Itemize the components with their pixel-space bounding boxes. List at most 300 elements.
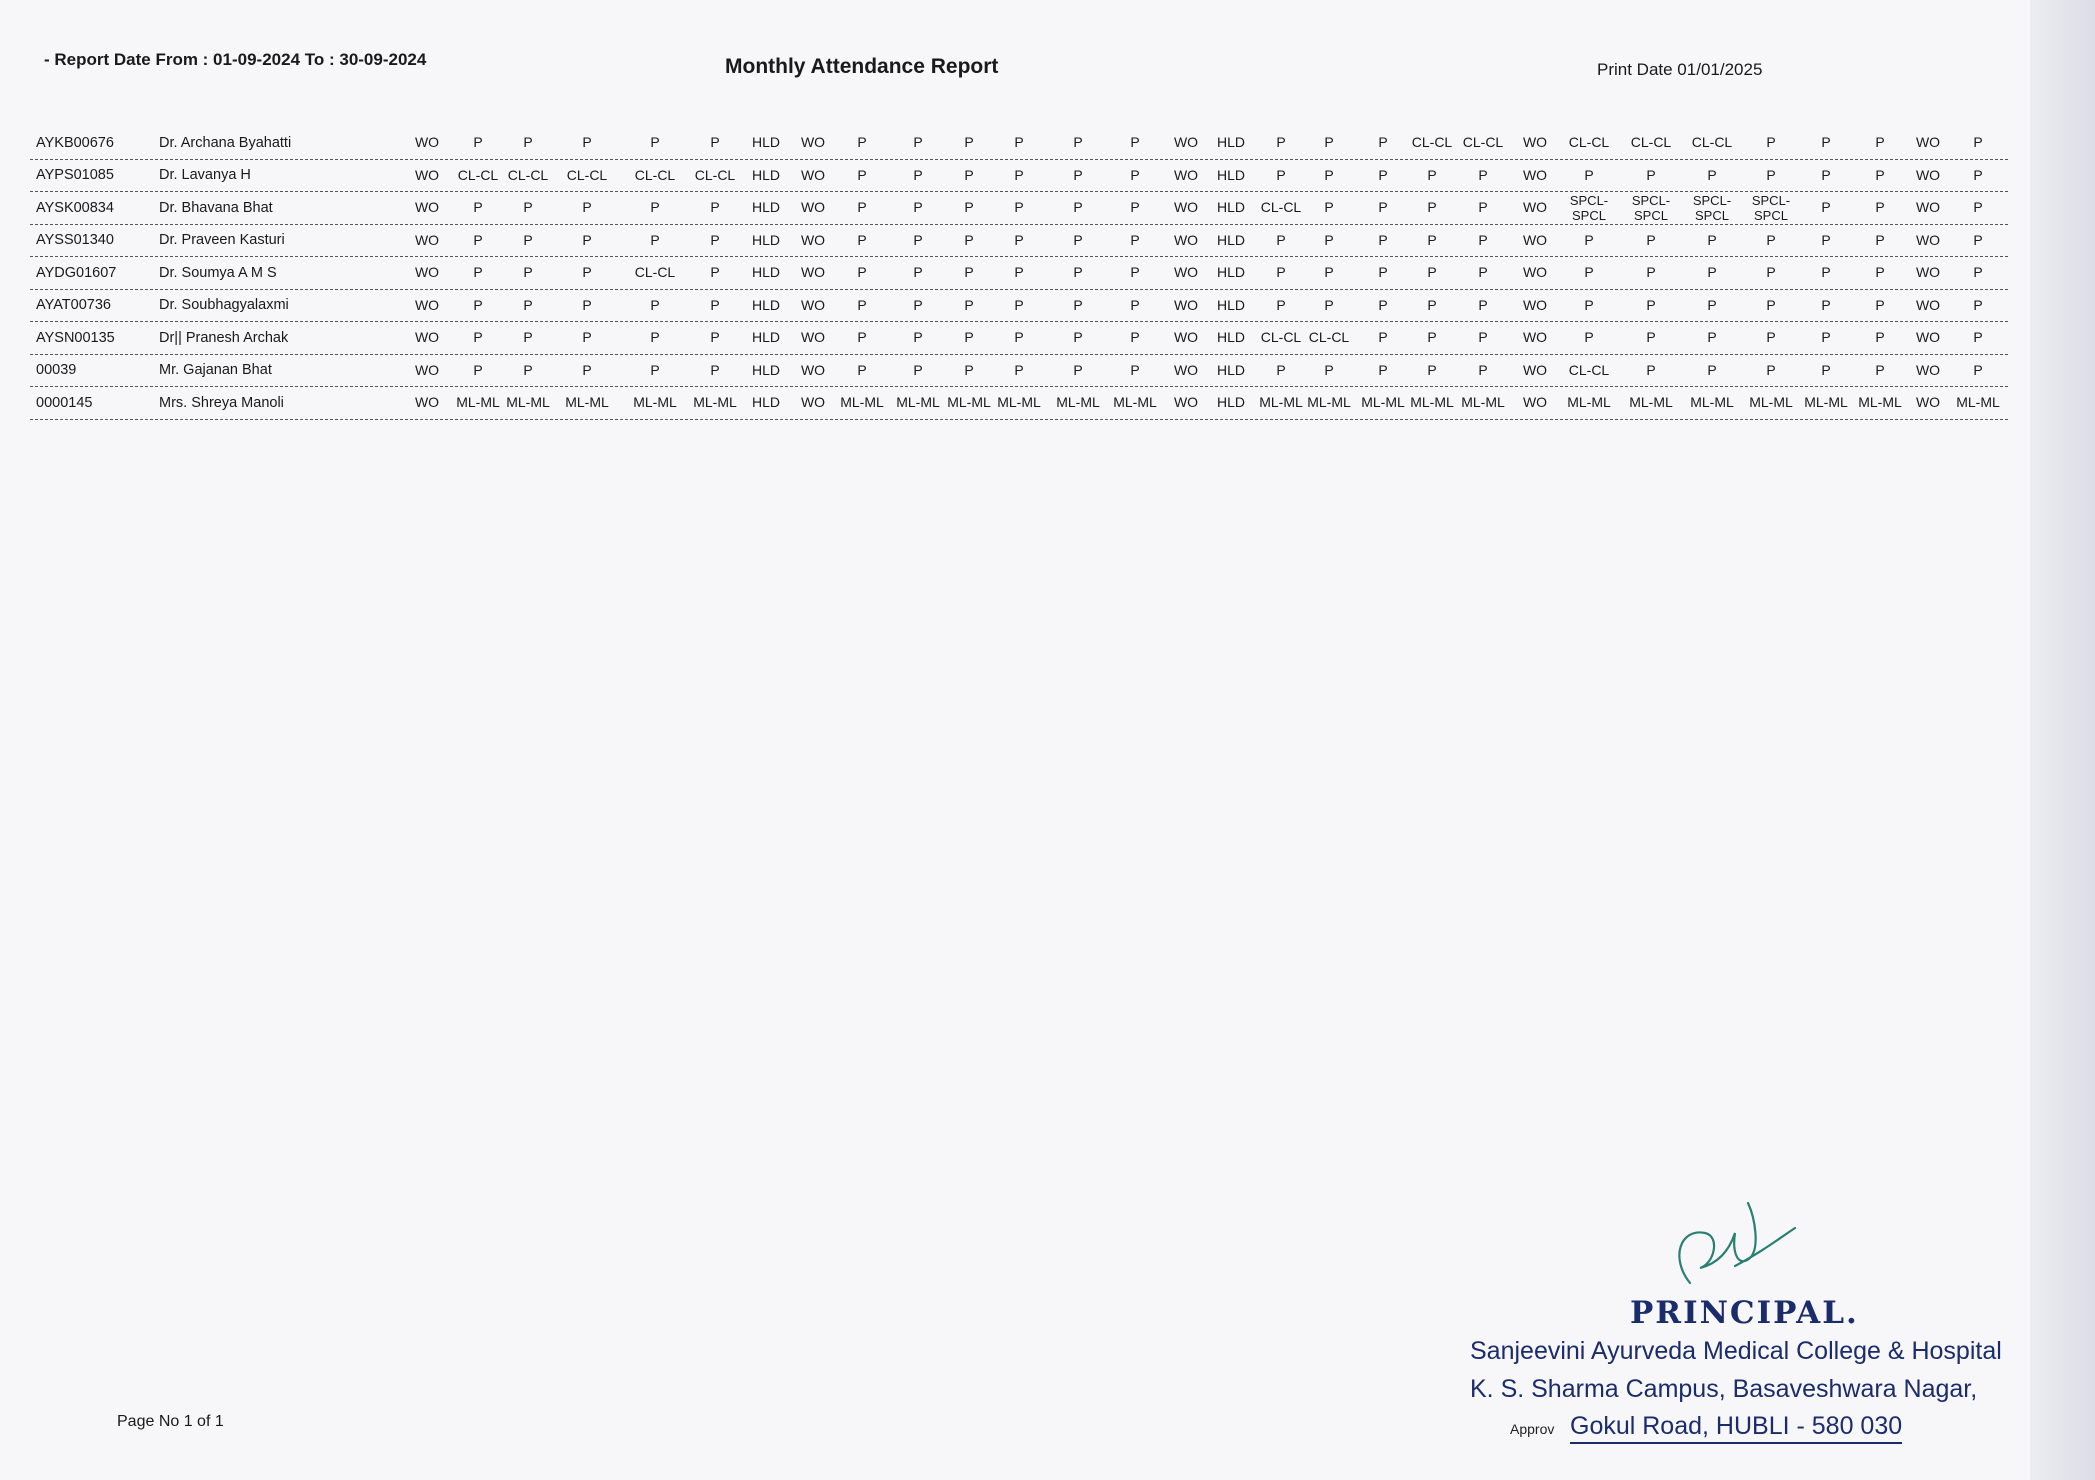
attendance-cell: WO	[1915, 296, 1941, 313]
attendance-cell: CL-CL	[1462, 134, 1504, 150]
attendance-cell: P	[650, 329, 660, 345]
attendance-cell: P	[857, 199, 867, 215]
attendance-cell: WO	[1522, 166, 1548, 183]
attendance-cell: P	[1324, 166, 1334, 183]
attendance-cell: P	[582, 329, 592, 345]
attendance-cell: ML-ML	[1749, 394, 1793, 410]
attendance-cell: P	[1821, 329, 1831, 345]
attendance-cell: P	[1276, 231, 1286, 248]
attendance-cell: P	[1478, 361, 1488, 378]
attendance-cell: WO	[1522, 296, 1548, 313]
attendance-cell: P	[1875, 166, 1885, 183]
attendance-cell: P	[1875, 296, 1885, 313]
attendance-cell: P	[1973, 231, 1983, 248]
attendance-cell: P	[1073, 264, 1083, 280]
attendance-cell: P	[1875, 361, 1885, 378]
attendance-cell: WO	[1173, 329, 1199, 345]
attendance-cell: ML-ML	[506, 394, 550, 410]
attendance-cell: P	[1821, 264, 1831, 280]
attendance-cell: P	[582, 231, 592, 248]
attendance-cell: WO	[1522, 199, 1548, 215]
attendance-cell: CL-CL	[1691, 134, 1733, 150]
report-date-range: - Report Date From : 01-09-2024 To : 30-09-2024	[44, 50, 427, 69]
attendance-cell: CL-CL	[1308, 329, 1350, 345]
attendance-cell: ML-ML	[565, 394, 609, 410]
attendance-cell: P	[964, 199, 974, 215]
attendance-cell: P	[1073, 166, 1083, 183]
attendance-cell: P	[523, 134, 533, 150]
attendance-cell: P	[1584, 296, 1594, 313]
attendance-cell: P	[1324, 296, 1334, 313]
attendance-cell: P	[1821, 134, 1831, 150]
attendance-cell: P	[1378, 199, 1388, 215]
attendance-cell: WO	[1173, 199, 1199, 215]
attendance-cell: P	[1014, 361, 1024, 378]
attendance-cell: HLD	[751, 199, 780, 215]
attendance-cell: P	[523, 199, 533, 215]
attendance-cell: P	[523, 329, 533, 345]
attendance-cell: WO	[1915, 199, 1941, 215]
attendance-cell: P	[1646, 231, 1656, 248]
attendance-cell: WO	[414, 166, 440, 183]
attendance-cell: P	[1584, 329, 1594, 345]
attendance-cell: P	[913, 264, 923, 280]
attendance-cell: ML-ML	[1690, 394, 1734, 410]
attendance-cell: P	[964, 361, 974, 378]
attendance-cell: P	[473, 231, 483, 248]
attendance-cell: ML-ML	[1410, 394, 1454, 410]
table-row	[30, 322, 2008, 355]
report-title: Monthly Attendance Report	[725, 55, 999, 78]
table-row	[30, 355, 2008, 388]
attendance-cell: P	[1130, 361, 1140, 378]
employee-name: Dr|| Pranesh Archak	[159, 329, 289, 346]
attendance-cell: WO	[414, 296, 440, 313]
attendance-cell: ML-ML	[1307, 394, 1351, 410]
attendance-cell: P	[1130, 199, 1140, 215]
attendance-cell: P	[1014, 296, 1024, 313]
attendance-cell: P	[1073, 134, 1083, 150]
attendance-cell: SPCL-SPCL	[1692, 192, 1732, 223]
attendance-cell: WO	[1522, 361, 1548, 378]
attendance-cell: HLD	[751, 134, 780, 150]
attendance-cell: CL-CL	[694, 166, 736, 183]
attendance-cell: ML-ML	[1361, 394, 1405, 410]
attendance-cell: P	[1324, 199, 1334, 215]
attendance-cell: P	[523, 231, 533, 248]
attendance-cell: ML-ML	[1956, 394, 2000, 410]
attendance-cell: P	[1766, 361, 1776, 378]
employee-code: AYSK00834	[36, 199, 114, 216]
attendance-cell: WO	[414, 231, 440, 248]
table-row	[30, 160, 2008, 193]
attendance-cell: P	[710, 199, 720, 215]
attendance-cell: WO	[1173, 296, 1199, 313]
attendance-cell: P	[1073, 296, 1083, 313]
attendance-cell: P	[1707, 166, 1717, 183]
attendance-cell: P	[650, 134, 660, 150]
attendance-cell: P	[582, 361, 592, 378]
attendance-cell: WO	[1915, 329, 1941, 345]
attendance-cell: P	[1766, 231, 1776, 248]
attendance-cell: WO	[1173, 166, 1199, 183]
attendance-cell: P	[1014, 199, 1024, 215]
attendance-cell: P	[1707, 361, 1717, 378]
attendance-cell: ML-ML	[947, 394, 991, 410]
table-row	[30, 127, 2008, 160]
attendance-cell: WO	[800, 264, 826, 280]
attendance-cell: HLD	[751, 394, 780, 410]
attendance-cell: P	[523, 296, 533, 313]
attendance-cell: P	[1276, 166, 1286, 183]
attendance-cell: P	[1766, 166, 1776, 183]
attendance-cell: P	[1766, 264, 1776, 280]
attendance-cell: WO	[1915, 134, 1941, 150]
attendance-cell: HLD	[751, 361, 780, 378]
stamp-title: PRINCIPAL.	[1630, 1295, 1859, 1331]
attendance-cell: P	[710, 231, 720, 248]
attendance-cell: P	[1478, 296, 1488, 313]
attendance-cell: P	[473, 296, 483, 313]
attendance-cell: WO	[414, 264, 440, 280]
attendance-cell: WO	[1173, 134, 1199, 150]
attendance-cell: CL-CL	[634, 166, 676, 183]
attendance-cell: P	[1646, 296, 1656, 313]
attendance-cell: P	[1584, 264, 1594, 280]
attendance-cell: P	[1427, 231, 1437, 248]
attendance-cell: P	[1427, 264, 1437, 280]
attendance-cell: P	[1584, 231, 1594, 248]
attendance-cell: P	[1378, 296, 1388, 313]
employee-code: AYSS01340	[36, 232, 114, 248]
attendance-cell: P	[1427, 361, 1437, 378]
attendance-cell: P	[582, 199, 592, 215]
attendance-cell: P	[1130, 134, 1140, 150]
attendance-cell: P	[913, 231, 923, 248]
attendance-cell: HLD	[1216, 199, 1245, 215]
attendance-cell: HLD	[751, 264, 780, 280]
attendance-cell: CL-CL	[1568, 361, 1610, 378]
attendance-cell: WO	[1915, 361, 1941, 378]
attendance-cell: P	[1973, 199, 1983, 215]
attendance-cell: WO	[1522, 134, 1548, 150]
attendance-cell: P	[1427, 329, 1437, 345]
employee-name: Dr. Soubhagyalaxmi	[159, 297, 289, 313]
attendance-cell: P	[857, 166, 867, 183]
attendance-cell: P	[857, 264, 867, 280]
attendance-cell: P	[857, 134, 867, 150]
attendance-cell: P	[1821, 231, 1831, 248]
employee-code: AYPS01085	[36, 167, 114, 183]
attendance-cell: P	[1973, 296, 1983, 313]
attendance-cell: P	[1875, 231, 1885, 248]
attendance-cell: WO	[1915, 166, 1941, 183]
attendance-cell: P	[913, 166, 923, 183]
employee-name: Dr. Soumya A M S	[159, 264, 277, 281]
attendance-cell: P	[1766, 329, 1776, 345]
attendance-cell: HLD	[1216, 296, 1245, 313]
attendance-cell: ML-ML	[633, 394, 677, 410]
table-row	[30, 225, 2008, 258]
attendance-cell: WO	[1915, 264, 1941, 280]
attendance-cell: CL-CL	[634, 264, 676, 280]
attendance-cell: P	[1973, 329, 1983, 345]
attendance-cell: ML-ML	[1804, 394, 1848, 410]
attendance-cell: WO	[800, 199, 826, 215]
attendance-cell: P	[1324, 264, 1334, 280]
attendance-cell: P	[1378, 329, 1388, 345]
attendance-cell: WO	[800, 134, 826, 150]
attendance-cell: P	[1766, 134, 1776, 150]
attendance-cell: P	[473, 199, 483, 215]
attendance-cell: P	[1130, 296, 1140, 313]
attendance-cell: P	[1378, 264, 1388, 280]
attendance-cell: CL-CL	[1411, 134, 1453, 150]
attendance-cell: P	[1646, 361, 1656, 378]
attendance-cell: HLD	[1216, 134, 1245, 150]
attendance-cell: HLD	[1216, 166, 1245, 183]
employee-name: Dr. Archana Byahatti	[159, 134, 292, 151]
attendance-cell: P	[710, 134, 720, 150]
attendance-cell: P	[1821, 199, 1831, 215]
attendance-cell: WO	[1522, 264, 1548, 280]
attendance-cell: P	[964, 134, 974, 150]
attendance-cell: P	[1324, 231, 1334, 248]
attendance-cell: WO	[1522, 394, 1548, 410]
page-number: Page No 1 of 1	[117, 1413, 224, 1430]
attendance-cell: P	[1973, 361, 1983, 378]
attendance-cell: P	[964, 231, 974, 248]
attendance-cell: SPCL-SPCL	[1631, 192, 1671, 223]
stamp-college-name: Sanjeevini Ayurveda Medical College & Hospital	[1470, 1337, 2002, 1365]
attendance-cell: HLD	[1216, 329, 1245, 345]
attendance-cell: P	[1130, 166, 1140, 183]
attendance-cell: ML-ML	[1567, 394, 1611, 410]
employee-code: 00039	[36, 362, 77, 378]
attendance-cell: ML-ML	[840, 394, 884, 410]
table-row	[30, 387, 2008, 420]
attendance-cell: P	[1378, 361, 1388, 378]
attendance-cell: P	[1378, 134, 1388, 150]
attendance-cell: HLD	[1216, 361, 1245, 378]
attendance-cell: CL-CL	[1630, 134, 1672, 150]
attendance-cell: P	[1378, 231, 1388, 248]
attendance-cell: HLD	[751, 231, 780, 248]
attendance-cell: P	[1646, 166, 1656, 183]
attendance-cell: P	[964, 296, 974, 313]
employee-name: Mrs. Shreya Manoli	[159, 394, 284, 411]
table-row	[30, 290, 2008, 323]
attendance-cell: HLD	[751, 166, 780, 183]
attendance-cell: P	[1478, 231, 1488, 248]
attendance-cell: P	[650, 361, 660, 378]
employee-code: AYDG01607	[36, 264, 117, 281]
attendance-cell: HLD	[1216, 394, 1245, 410]
attendance-cell: WO	[800, 166, 826, 183]
attendance-cell: ML-ML	[1629, 394, 1673, 410]
attendance-cell: P	[857, 296, 867, 313]
principal-signature	[1660, 1188, 1800, 1308]
attendance-cell: P	[1130, 329, 1140, 345]
attendance-cell: WO	[414, 329, 440, 345]
attendance-cell: P	[650, 199, 660, 215]
attendance-cell: P	[1821, 361, 1831, 378]
attendance-cell: P	[1646, 329, 1656, 345]
attendance-cell: P	[1707, 231, 1717, 248]
stamp-campus: K. S. Sharma Campus, Basaveshwara Nagar,	[1470, 1375, 1978, 1403]
attendance-cell: WO	[800, 231, 826, 248]
attendance-cell: P	[710, 296, 720, 313]
attendance-cell: P	[913, 134, 923, 150]
attendance-cell: P	[1427, 199, 1437, 215]
attendance-cell: P	[650, 231, 660, 248]
attendance-cell: ML-ML	[1858, 394, 1902, 410]
attendance-cell: P	[473, 361, 483, 378]
attendance-cell: SPCL-SPCL	[1751, 192, 1791, 223]
attendance-cell: P	[1276, 134, 1286, 150]
stamp-address: Gokul Road, HUBLI - 580 030	[1570, 1412, 1902, 1444]
employee-name: Dr. Bhavana Bhat	[159, 199, 273, 216]
attendance-cell: P	[582, 264, 592, 280]
attendance-cell: P	[1427, 296, 1437, 313]
attendance-cell: P	[1875, 264, 1885, 280]
attendance-cell: P	[1766, 296, 1776, 313]
attendance-cell: CL-CL	[507, 166, 549, 183]
attendance-cell: P	[1973, 134, 1983, 150]
attendance-cell: CL-CL	[1260, 199, 1302, 215]
attendance-cell: CL-CL	[1568, 134, 1610, 150]
attendance-cell: HLD	[751, 329, 780, 345]
attendance-cell: WO	[414, 394, 440, 410]
attendance-cell: WO	[800, 329, 826, 345]
attendance-cell: P	[964, 166, 974, 183]
attendance-cell: P	[650, 296, 660, 313]
attendance-cell: P	[523, 361, 533, 378]
attendance-cell: WO	[1173, 394, 1199, 410]
attendance-cell: ML-ML	[1056, 394, 1100, 410]
attendance-cell: P	[1478, 329, 1488, 345]
attendance-cell: P	[1324, 361, 1334, 378]
employee-name: Dr. Praveen Kasturi	[159, 232, 285, 248]
employee-code: AYAT00736	[36, 297, 111, 313]
attendance-cell: WO	[414, 134, 440, 150]
attendance-cell: P	[1073, 231, 1083, 248]
attendance-cell: ML-ML	[1461, 394, 1505, 410]
attendance-cell: P	[582, 296, 592, 313]
attendance-cell: P	[1478, 199, 1488, 215]
attendance-cell: P	[1821, 166, 1831, 183]
attendance-cell: P	[1014, 231, 1024, 248]
attendance-cell: P	[1276, 264, 1286, 280]
attendance-cell: P	[1427, 166, 1437, 183]
attendance-cell: P	[913, 296, 923, 313]
attendance-cell: WO	[1522, 329, 1548, 345]
attendance-cell: P	[1646, 264, 1656, 280]
attendance-cell: P	[1073, 329, 1083, 345]
attendance-cell: WO	[1915, 231, 1941, 248]
attendance-cell: CL-CL	[1260, 329, 1302, 345]
attendance-cell: P	[1276, 296, 1286, 313]
attendance-cell: P	[913, 329, 923, 345]
attendance-cell: P	[473, 264, 483, 280]
attendance-cell: P	[473, 329, 483, 345]
attendance-cell: P	[1014, 329, 1024, 345]
attendance-cell: P	[1276, 361, 1286, 378]
attendance-cell: P	[1584, 166, 1594, 183]
attendance-cell: P	[857, 361, 867, 378]
employee-name: Mr. Gajanan Bhat	[159, 362, 272, 378]
table-row	[30, 192, 2008, 225]
attendance-cell: P	[1378, 166, 1388, 183]
attendance-cell: P	[1875, 134, 1885, 150]
attendance-cell: P	[1707, 329, 1717, 345]
attendance-cell: WO	[414, 199, 440, 215]
attendance-cell: P	[1821, 296, 1831, 313]
attendance-cell: WO	[800, 394, 826, 410]
attendance-cell: ML-ML	[997, 394, 1041, 410]
attendance-cell: HLD	[1216, 264, 1245, 280]
attendance-cell: P	[857, 329, 867, 345]
attendance-cell: P	[1014, 166, 1024, 183]
attendance-cell: P	[1478, 264, 1488, 280]
attendance-cell: P	[710, 361, 720, 378]
attendance-cell: CL-CL	[566, 166, 608, 183]
attendance-cell: WO	[1173, 264, 1199, 280]
attendance-cell: P	[710, 264, 720, 280]
attendance-cell: ML-ML	[693, 394, 737, 410]
attendance-cell: P	[913, 361, 923, 378]
attendance-cell: P	[1875, 199, 1885, 215]
attendance-cell: ML-ML	[1113, 394, 1157, 410]
attendance-cell: P	[1130, 231, 1140, 248]
attendance-cell: P	[857, 231, 867, 248]
print-date: Print Date 01/01/2025	[1597, 60, 1763, 79]
attendance-cell: HLD	[1216, 231, 1245, 248]
attendance-cell: P	[1073, 199, 1083, 215]
attendance-cell: WO	[800, 296, 826, 313]
attendance-table	[30, 127, 2008, 420]
attendance-cell: P	[473, 134, 483, 150]
attendance-cell: WO	[1173, 231, 1199, 248]
attendance-cell: WO	[1915, 394, 1941, 410]
attendance-cell: P	[1973, 166, 1983, 183]
attendance-cell: P	[964, 329, 974, 345]
attendance-cell: WO	[800, 361, 826, 378]
attendance-cell: P	[582, 134, 592, 150]
table-row	[30, 257, 2008, 290]
attendance-cell: WO	[1173, 361, 1199, 378]
attendance-cell: HLD	[751, 296, 780, 313]
page-edge-shadow	[2030, 0, 2095, 1480]
attendance-cell: WO	[414, 361, 440, 378]
attendance-cell: ML-ML	[456, 394, 500, 410]
employee-code: 0000145	[36, 394, 93, 411]
employee-code: AYSN00135	[36, 329, 115, 346]
attendance-cell: P	[1014, 264, 1024, 280]
attendance-cell: SPCL-SPCL	[1569, 192, 1609, 223]
attendance-cell: P	[1014, 134, 1024, 150]
attendance-cell: P	[1130, 264, 1140, 280]
employee-code: AYKB00676	[36, 134, 114, 151]
attendance-cell: P	[523, 264, 533, 280]
attendance-cell: P	[710, 329, 720, 345]
attendance-cell: P	[1875, 329, 1885, 345]
attendance-cell: ML-ML	[1259, 394, 1303, 410]
attendance-cell: WO	[1522, 231, 1548, 248]
attendance-cell: CL-CL	[457, 166, 499, 183]
attendance-cell: ML-ML	[896, 394, 940, 410]
attendance-cell: P	[1073, 361, 1083, 378]
